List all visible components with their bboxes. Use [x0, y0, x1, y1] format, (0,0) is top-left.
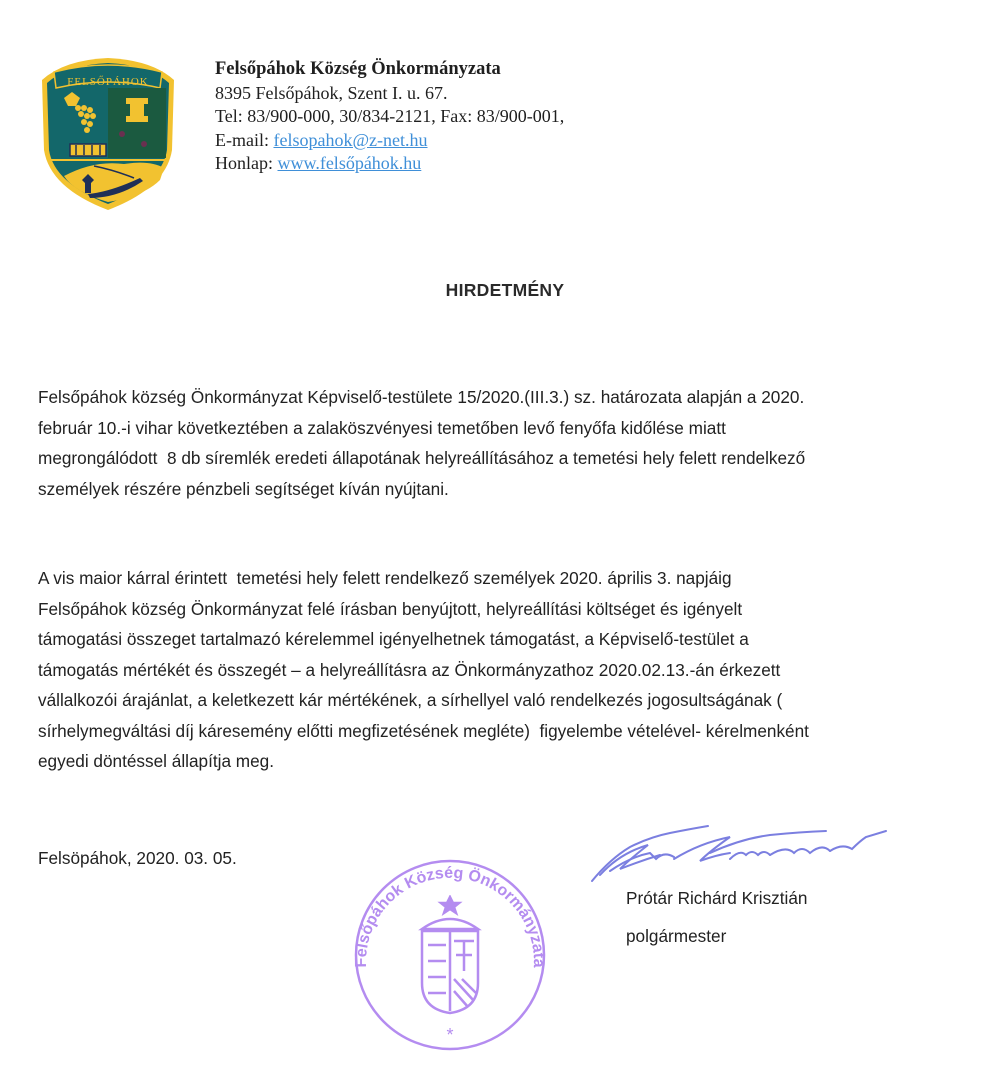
paragraph-line: vállalkozói árajánlat, a keletkezett kár mértékének, a sírhellyel való rendelkezés jogosultságának ( [38, 690, 783, 710]
paragraph-line: sírhelymegváltási díj káresemény előtti megfizetésének megléte) figyelembe vételével- kérelmenként [38, 720, 809, 741]
paragraph-line: A vis maior kárral érintett temetési hely felett rendelkező személyek 2020. április 3. napjáig [38, 568, 732, 588]
contact-website-row [215, 152, 564, 176]
handwritten-signature-icon [590, 823, 890, 885]
official-stamp-icon [350, 855, 550, 1055]
paragraph-line: személyek részére pénzbeli segítséget kíván nyújtani. [38, 478, 449, 499]
paragraph-line: megrongálódott 8 db síremlék eredeti állapotának helyreállításához a temetési hely felett rendelkező [38, 448, 806, 468]
stamp-star: * [446, 1025, 454, 1045]
municipal-coat-of-arms-icon [34, 52, 182, 212]
paragraph-line: Felsőpáhok község Önkormányzat felé írásban benyújtott, helyreállítási költséget és igényelt [38, 598, 743, 619]
paragraph-line: támogatási összeget tartalmazó kérelemmel igényelhetnek támogatást, a Képviselő-testület a [38, 629, 749, 649]
organization-address: 8395 Felsőpáhok, Szent I. u. 67. [215, 82, 448, 103]
letterhead [215, 58, 564, 176]
signer-name: Prótár Richárd Krisztián [626, 888, 808, 908]
contact-email-row [215, 129, 564, 153]
contact-phone-fax: Tel: 83/900-000, 30/834-2121, Fax: 83/900-001, [215, 106, 565, 126]
svg-text:Felsőpáhok Község Önkormányzat [353, 865, 547, 968]
email-link[interactable]: felsopahok@z-net.hu [273, 129, 428, 150]
paragraph-line: Felsőpáhok község Önkormányzat Képviselő-testülete 15/2020.(III.3.) sz. határozata alapján a 2020. [38, 387, 805, 407]
place-and-date: Felsöpáhok, 2020. 03. 05. [38, 848, 237, 868]
stamp-text: Felsőpáhok Község Önkormányzata [352, 864, 548, 968]
body-paragraph-1 [38, 382, 988, 504]
paragraph-line: egyedi döntéssel állapítja meg. [38, 751, 275, 771]
document-title: HIRDETMÉNY [445, 280, 565, 300]
paragraph-line: támogatás mértékét és összegét – a helyreállításra az Önkormányzathoz 2020.02.13.-án érkezett [38, 659, 781, 680]
organization-name: Felsőpáhok Község Önkormányzata [215, 59, 501, 79]
paragraph-line: február 10.-i vihar következtében a zalaköszvényesi temetőben levő fenyőfa kidőlése miatt [38, 417, 726, 438]
website-link[interactable]: www.felsőpáhok.hu [277, 153, 422, 173]
body-paragraph-2 [38, 563, 988, 777]
website-label: Honlap: [215, 153, 278, 173]
email-label: E-mail: [215, 129, 274, 150]
crest-text: FELSŐPÁHOK [67, 76, 149, 88]
signer-title: polgármester [626, 926, 727, 946]
